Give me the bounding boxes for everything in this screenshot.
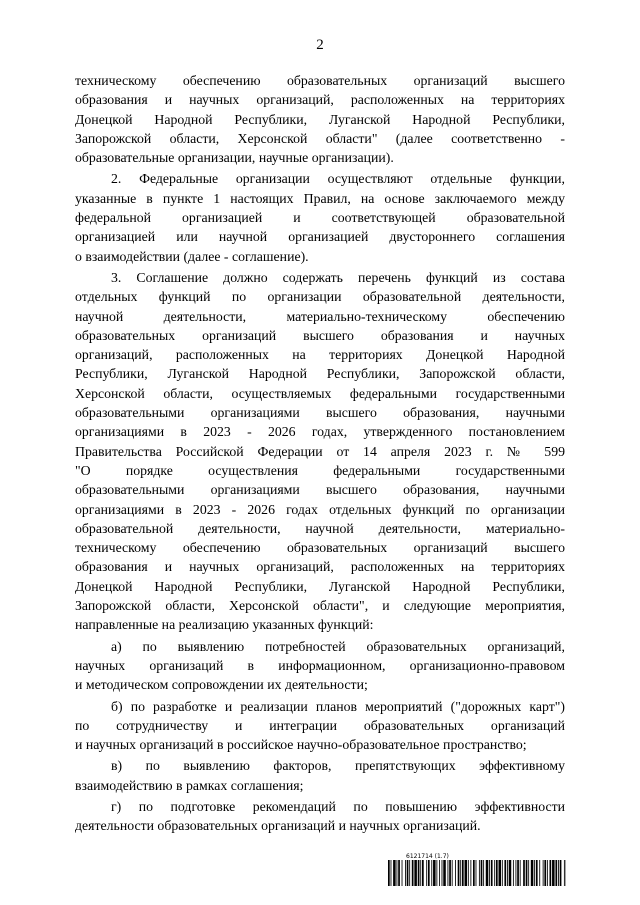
barcode-bar	[470, 860, 471, 886]
text-line: Республики, Луганской Народной Республики, Запорожской области,	[75, 366, 565, 382]
barcode-bar	[496, 860, 498, 886]
barcode-bar	[550, 860, 552, 886]
barcode-bar	[534, 860, 535, 886]
barcode-bar	[443, 860, 446, 886]
text-line: а) по выявлению потребностей образовательных организаций,	[111, 638, 565, 654]
text-line: научной деятельности, материально-техническому обеспечению	[75, 308, 565, 324]
text-line: г) по подготовке рекомендаций по повышению эффективности	[111, 798, 565, 814]
text-line: 3. Соглашение должно содержать перечень функций из состава	[111, 269, 565, 285]
text-line: образования и научных организаций, расположенных на территориях	[75, 92, 565, 108]
barcode-bar	[418, 860, 420, 886]
text-line: образовательными организациями высшего образования, научными	[75, 482, 565, 498]
barcode-bar	[468, 860, 469, 886]
barcode-bar	[483, 860, 484, 886]
barcode-bar	[473, 860, 475, 886]
barcode-bar	[448, 860, 449, 886]
list-item-b	[75, 697, 565, 755]
barcode-bar	[436, 860, 437, 886]
list-item-v	[75, 756, 565, 795]
text-line: Донецкой Народной Республики, Луганской Народной Республики,	[75, 578, 565, 594]
barcode-bar	[547, 860, 548, 886]
barcode-bar	[455, 860, 456, 886]
barcode-bar	[544, 860, 546, 886]
text-line: о взаимодействии (далее - соглашение).	[75, 248, 309, 264]
paragraph-3	[75, 268, 565, 635]
barcode-bar	[507, 860, 508, 886]
barcode-bar	[560, 860, 562, 886]
barcode-bar	[528, 860, 529, 886]
text-line: Запорожской области, Херсонской области" (далее соответственно -	[75, 130, 565, 146]
barcode-bar	[391, 860, 392, 886]
text-line: Правительства Российской Федерации от 14 апреля 2023 г. № 599	[75, 443, 565, 459]
barcode-bar	[393, 860, 396, 886]
barcode-bar	[509, 860, 512, 886]
text-line: федеральной организацией и соответствующей образовательной	[75, 210, 565, 226]
barcode-bar	[539, 860, 540, 886]
text-line: образовательных организаций высшего образования и научных	[75, 327, 565, 343]
text-line: Запорожской области, Херсонской области", и следующие мероприятия,	[75, 598, 565, 614]
text-line: и методическом сопровождении их деятельности;	[75, 677, 368, 693]
paragraph-1	[75, 71, 565, 167]
barcode-bar	[516, 860, 517, 886]
barcode-label: 6121714 (1.7)	[406, 853, 449, 860]
barcode-bar	[449, 860, 451, 886]
text-line: организаций, расположенных на территориях Донецкой Народной	[75, 347, 565, 363]
text-line: образования и научных организаций, расположенных на территориях	[75, 559, 565, 575]
text-line: по сотрудничеству и интеграции образовательных организаций	[75, 717, 565, 733]
paragraph-2	[75, 169, 565, 265]
barcode-bar	[543, 860, 544, 886]
barcode-image	[388, 860, 566, 886]
barcode-bar	[520, 860, 521, 886]
text-line: техническому обеспечению образовательных организаций высшего	[75, 540, 565, 556]
barcode-bar	[462, 860, 464, 886]
barcode-bar	[409, 860, 410, 886]
barcode-bar	[414, 860, 417, 886]
text-line: отдельных функций по организации образовательной деятельности,	[75, 289, 565, 305]
text-line: образовательной деятельности, научной деятельности, материально-	[75, 520, 565, 536]
barcode-bar	[428, 860, 430, 886]
barcode-bar	[405, 860, 406, 886]
barcode-bar	[465, 860, 468, 886]
text-line: и научных организаций в российское научно-образовательное пространство;	[75, 737, 527, 753]
barcode-bar	[402, 860, 403, 886]
barcode-bar	[531, 860, 534, 886]
text-line: взаимодействию в рамках соглашения;	[75, 777, 304, 793]
text-line: организацией или научной организацией двустороннего соглашения	[75, 229, 565, 245]
text-line: 2. Федеральные организации осуществляют отдельные функции,	[111, 171, 565, 187]
barcode-bar	[458, 860, 460, 886]
barcode-bar	[431, 860, 432, 886]
list-item-g	[75, 797, 565, 836]
text-line: деятельности образовательных организаций и научных организаций.	[75, 818, 481, 834]
barcode-bar	[479, 860, 480, 886]
barcode-bar	[398, 860, 400, 886]
barcode-bar	[460, 860, 461, 886]
text-line: направленные на реализацию указанных функций:	[75, 617, 374, 633]
barcode-bar	[407, 860, 409, 886]
barcode-bar	[564, 860, 565, 886]
barcode-bar	[442, 860, 443, 886]
text-line: указанные в пункте 1 настоящих Правил, на основе заключаемого между	[75, 190, 565, 206]
barcode-bar	[499, 860, 502, 886]
text-line: образовательные организации, научные организации).	[75, 150, 394, 166]
barcode-bar	[491, 860, 493, 886]
text-line: "О порядке осуществления федеральными государственными	[75, 462, 565, 478]
barcode-bar	[517, 860, 519, 886]
barcode-bar	[481, 860, 483, 886]
barcode-bar	[552, 860, 555, 886]
list-item-a	[75, 637, 565, 695]
document-body	[75, 71, 565, 836]
text-line: б) по разработке и реализации планов мероприятий ("дорожных карт")	[111, 698, 565, 714]
barcode-bar	[526, 860, 528, 886]
barcode-bar	[502, 860, 503, 886]
text-line: научных организаций в информационном, организационно-правовом	[75, 657, 565, 673]
barcode-bar	[420, 860, 421, 886]
barcode-bar	[513, 860, 514, 886]
barcode-bar	[388, 860, 390, 886]
barcode-bar	[439, 860, 440, 886]
barcode-bar	[558, 860, 559, 886]
text-line: организациями в 2023 - 2026 годах, утвержденного постановлением	[75, 424, 565, 440]
text-line: Херсонской области, осуществляемых федеральными государственными	[75, 385, 565, 401]
barcode-bar	[555, 860, 557, 886]
text-line: организациями в 2023 - 2026 годах отдельных функций по организации	[75, 501, 565, 517]
barcode-bar	[422, 860, 424, 886]
text-line: техническому обеспечению образовательных организаций высшего	[75, 73, 565, 88]
page-number: 2	[316, 37, 324, 53]
barcode-bar	[494, 860, 495, 886]
text-line: в) по выявлению факторов, препятствующих эффективному	[111, 758, 565, 774]
barcode-bar	[452, 860, 453, 886]
text-line: Донецкой Народной Республики, Луганской Народной Республики,	[75, 111, 565, 127]
barcode-bar	[489, 860, 490, 886]
barcode-bar	[397, 860, 398, 886]
barcode-bar	[476, 860, 477, 886]
barcode-bar	[523, 860, 525, 886]
barcode-block	[388, 853, 566, 886]
barcode-bar	[504, 860, 506, 886]
barcode-bar	[412, 860, 414, 886]
barcode-bar	[536, 860, 538, 886]
text-line: образовательными организациями высшего образования, научными	[75, 405, 565, 421]
barcode-bar	[426, 860, 427, 886]
barcode-bar	[486, 860, 489, 886]
barcode-bar	[433, 860, 436, 886]
